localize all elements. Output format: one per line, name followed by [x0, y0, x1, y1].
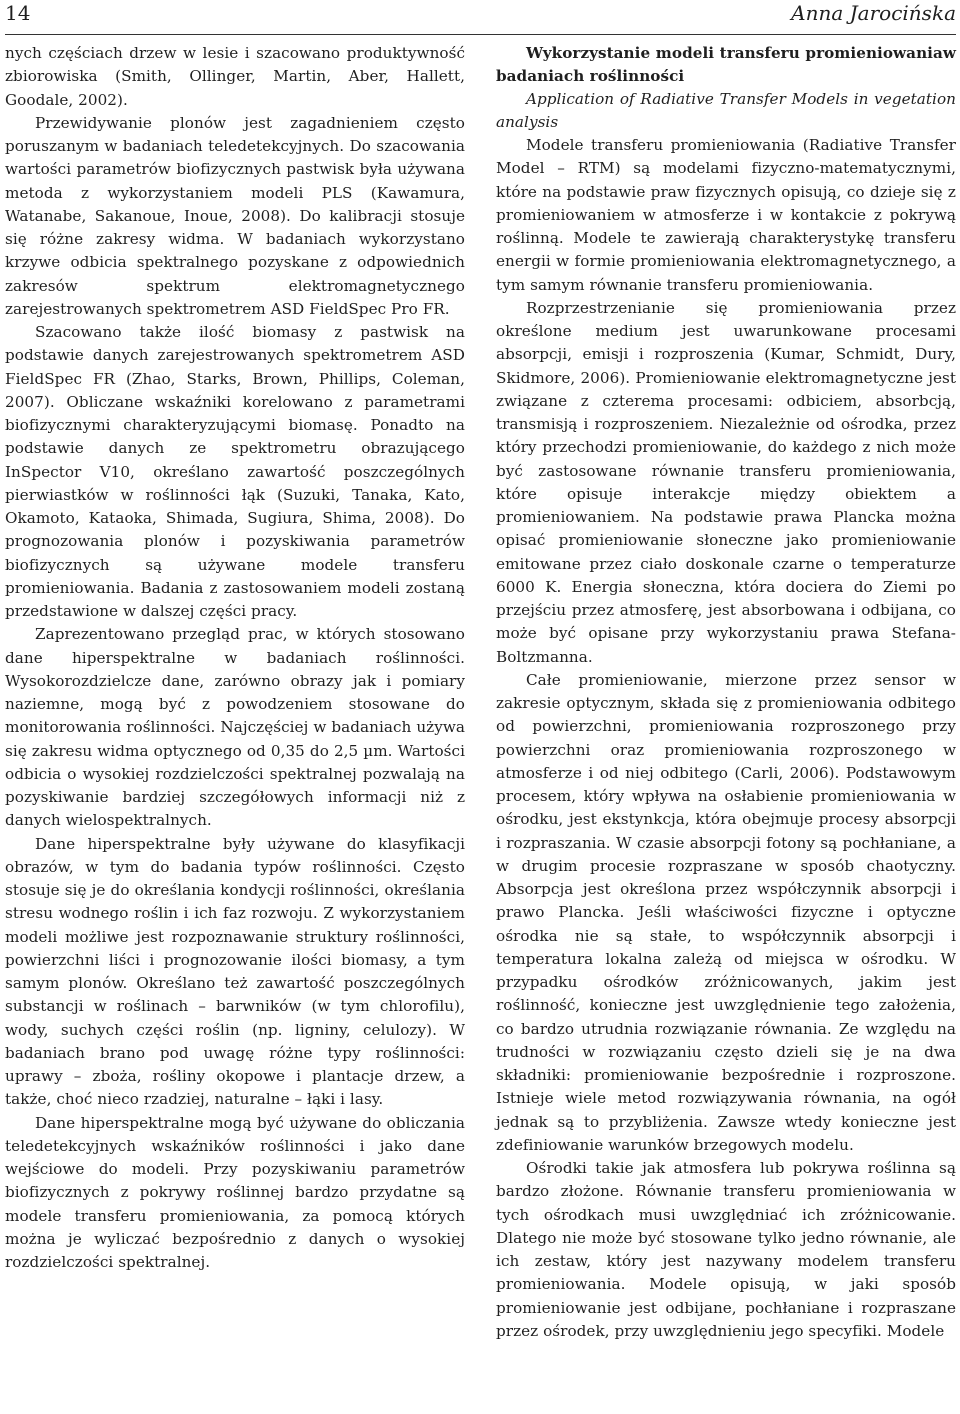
paragraph: Dane hiperspektralne były używane do klasyfikacji obrazów, w tym do badania typów roślinności. Często stosuje się je do określania kondycji roślinności, określania stresu wodnego roślin i ich faz rozwoju. Z wykorzystaniem modeli możliwe jest rozpoznawanie struktury roślinności, powierzchni liści i prognozowanie ilości biomasy, a tym samym plonów. Określano też zawartość poszczególnych substancji w roślinach – barwników (w tym chlorofilu), wody, suchych części roślin (np. ligniny, celulozy). W badaniach brano pod uwagę różne typy roślinności: uprawy – zboża, rośliny okopowe i plantacje drzew, a także, choć nieco rzadziej, naturalne – łąki i lasy. — [5, 834, 465, 1109]
paragraph: nych częściach drzew w lesie i szacowano produktywność zbiorowiska (Smith, Ollinger, Martin, Aber, Hallett, Goodale, 2002). — [5, 44, 465, 109]
paragraph: Zaprezentowano przegląd prac, w których stosowano dane hiperspektralne w badaniach roślinności. Wysokorozdzielcze dane, zarówno obrazy jak i pomiary naziemne, mogą być z powodzeniem stosowane do monitorowania roślinności. Najczęściej w badaniach używa się zakresu widma optycznego od 0,35 do 2,5 µm. Wartości odbicia o wysokiej rozdzielczości spektralnej pozwalają na pozyskiwanie bardziej szczegółowych informacji niż z danych wielospektralnych. — [5, 625, 465, 830]
page-number: 14 — [5, 1, 31, 25]
section-heading: Wykorzystanie modeli transferu promieniowaniaw badaniach roślinności — [496, 44, 956, 85]
paragraph: Przewidywanie plonów jest zagadnieniem często poruszanym w badaniach teledetekcyjnych. Do szacowania wartości parametrów biofizycznych pastwisk była używana metoda z wykorzystaniem modeli PLS (Kawamura, Watanabe, Sakanoue, Inoue, 2008). Do kalibracji stosuje się różne zakresy widma. W badaniach wykorzystano krzywe odbicia spektralnego pozyskane z odpowiednich zakresów spektrum elektromagnetycznego zarejestrowanych spektrometrem ASD FieldSpec Pro FR. — [5, 113, 465, 318]
paragraph: Ośrodki takie jak atmosfera lub pokrywa roślinna są bardzo złożone. Równanie transferu promieniowania w tych ośrodkach musi uwzględniać ich zróżnicowanie. Dlatego nie może być stosowane tylko jedno równanie, ale ich zestaw, który jest nazywany modelem transferu promieniowania. Modele opisują, w jaki sposób promieniowanie jest odbijane, pochłaniane i rozpraszane przez ośrodek, przy uwzględnieniu jego specyfiki. Modele — [496, 1159, 956, 1340]
paragraph: Dane hiperspektralne mogą być używane do obliczania teledetekcyjnych wskaźników roślinności i jako dane wejściowe do modeli. Przy pozyskiwaniu parametrów biofizycznych z pokrywy roślinnej bardzo przydatne są modele transferu promieniowania, za pomocą których można je wyliczać bezpośrednio z danych o wysokiej rozdzielczości spektralnej. — [5, 1113, 465, 1271]
page-header — [5, 0, 956, 35]
paragraph: Całe promieniowanie, mierzone przez sensor w zakresie optycznym, składa się z promieniowania odbitego od powierzchni, promieniowania rozproszonego przy powierzchni oraz promieniowania rozproszonego w atmosferze i od niej odbitego (Carli, 2006). Podstawowym procesem, który wpływa na osłabienie promieniowania w ośrodku, jest ekstynkcja, która obejmuje procesy absorpcji i rozpraszania. W czasie absorpcji fotony są pochłaniane, a w drugim procesie rozpraszane w sposób chaotyczny. Absorpcja jest określona przez współczynnik absorpcji i prawo Plancka. Jeśli właściwości fizyczne i optyczne ośrodka nie są stałe, to współczynnik absorpcji i temperatura lokalna zależą od miejsca w ośrodku. W przypadku ośrodków zróżnicowanych, jakim jest roślinność, konieczne jest uwzględnienie tego założenia, co bardzo utrudnia rozwiązanie równania. Ze względu na trudności w rozwiązaniu często dzieli się je na dwa składniki: promieniowanie bezpośrednie i rozproszone. Istnieje wiele metod rozwiązywania równania, na ogół jednak są to przybliżenia. Zawsze wtedy konieczne jest zdefiniowanie warunków brzegowych modelu. — [496, 670, 956, 1154]
paragraph: Szacowano także ilość biomasy z pastwisk na podstawie danych zarejestrowanych spektrometrem ASD FieldSpec FR (Zhao, Starks, Brown, Phillips, Coleman, 2007). Obliczane wskaźniki korelowano z parametrami biofizycznymi charakteryzującymi biomasę. Ponadto na podstawie danych ze spektrometru obrazującego InSpector V10, określano zawartość poszczególnych pierwiastków w roślinności łąk (Suzuki, Tanaka, Kato, Okamoto, Kataoka, Shimada, Sugiura, Shima, 2008). Do prognozowania plonów i pozyskiwania parametrów biofizycznych są używane modele transferu promieniowania. Badania z zastosowaniem modeli zostaną przedstawione w dalszej części pracy. — [5, 323, 465, 620]
paragraph: Rozprzestrzenianie się promieniowania przez określone medium jest uwarunkowane procesami absorpcji, emisji i rozproszenia (Kumar, Schmidt, Dury, Skidmore, 2006). Promieniowanie elektromagnetyczne jest związane z czterema procesami: odbiciem, absorbcją, transmisją i rozproszeniem. Niezależnie od ośrodka, przez który przechodzi promieniowanie, do każdego z nich może być zastosowane równanie transferu promieniowania, które opisuje interakcje między obiektem a promieniowaniem. Na podstawie prawa Plancka można opisać promieniowanie słoneczne jako promieniowanie emitowane przez ciało doskonale czarne o temperaturze 6000 K. Energia słoneczna, która dociera do Ziemi po przejściu przez atmosferę, jest absorbowana i odbijana, co może być opisane przy wykorzystaniu prawa Stefana-Boltzmanna. — [496, 298, 956, 666]
left-column — [5, 42, 465, 1274]
section-subtitle: Application of Radiative Transfer Models in vegetation analysis — [496, 90, 956, 131]
right-column — [496, 42, 956, 1343]
paragraph: Modele transferu promieniowania (Radiative Transfer Model – RTM) są modelami fizyczno-matematycznymi, które na podstawie praw fizycznych opisują, co dzieje się z promieniowaniem w atmosferze i w kontakcie z pokrywą roślinną. Modele te zawierają charakterystykę transferu energii w formie promieniowania elektromagnetycznego, a tym samym równanie transferu promieniowania. — [496, 136, 956, 294]
running-head-author: Anna Jarocińska — [791, 1, 956, 25]
